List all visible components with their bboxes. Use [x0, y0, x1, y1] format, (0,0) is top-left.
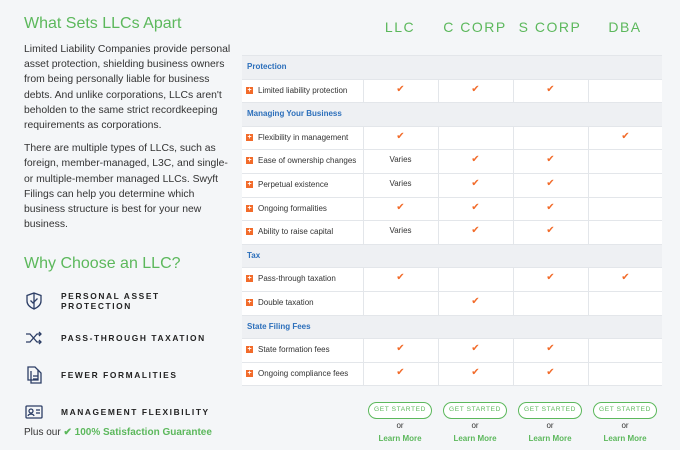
get-started-button-dba[interactable]: GET STARTED — [593, 402, 657, 419]
table-cell — [588, 198, 662, 221]
table-cell — [438, 363, 512, 386]
table-cell — [363, 150, 437, 173]
checkmark-icon: ✔ — [471, 295, 480, 307]
table-cell — [438, 80, 512, 103]
feature-pass-through — [24, 319, 234, 356]
table-row — [242, 173, 662, 197]
table-cell — [363, 174, 437, 197]
comparison-table — [242, 55, 662, 386]
checkmark-icon: ✔ — [471, 83, 480, 95]
table-cell — [438, 339, 512, 362]
checkmark-icon: ✔ — [546, 177, 555, 189]
checkmark-icon: ✔ — [471, 201, 480, 213]
checkmark-icon: ✔ — [546, 272, 555, 284]
checkmark-icon: ✔ — [396, 83, 405, 95]
expand-plus-icon[interactable]: + — [247, 157, 252, 165]
table-cell — [513, 339, 587, 362]
feature-label: PERSONAL ASSET PROTECTION — [61, 290, 160, 311]
row-label-text: Limited liability protection — [258, 85, 348, 95]
table-cell — [363, 363, 437, 386]
table-cell — [588, 150, 662, 173]
table-cell — [588, 363, 662, 386]
section-label: Protection — [247, 62, 287, 71]
shuffle-icon — [24, 328, 44, 348]
checkmark-icon: ✔ — [546, 83, 555, 95]
table-cell — [588, 174, 662, 197]
checkmark-icon: ✔ — [396, 201, 405, 213]
expand-plus-icon[interactable]: + — [247, 204, 252, 212]
row-label — [246, 345, 330, 354]
expand-plus-icon[interactable]: + — [247, 133, 252, 141]
cell-value: Varies — [389, 178, 412, 188]
checkmark-icon: ✔ — [471, 177, 480, 189]
checkmark-icon: ✔ — [621, 130, 630, 142]
row-label-text: Ease of ownership changes — [258, 156, 357, 166]
row-label-text: State formation fees — [258, 345, 330, 355]
row-label-text: Ongoing compliance fees — [258, 368, 349, 378]
checkmark-icon: ✔ — [396, 343, 405, 355]
checkmark-icon: ✔ — [546, 154, 555, 166]
section-heading: What Sets LLCs Apart — [24, 15, 182, 32]
table-cell — [513, 268, 587, 291]
table-cell — [363, 221, 437, 244]
feature-label: MANAGEMENT FLEXIBILITY — [61, 406, 210, 417]
feature-asset-protection — [24, 282, 234, 319]
column-dba: DBA — [608, 19, 642, 35]
expand-plus-icon[interactable]: + — [247, 369, 252, 377]
checkmark-icon: ✔ — [396, 366, 405, 378]
left-panel — [24, 14, 234, 430]
table-cell — [363, 339, 437, 362]
get-started-button-llc[interactable]: GET STARTED — [368, 402, 432, 419]
table-cell — [438, 127, 512, 150]
checkmark-icon: ✔ — [396, 130, 405, 142]
checkmark-icon: ✔ — [396, 272, 405, 284]
column-llc: LLC — [384, 19, 416, 35]
checkmark-icon: ✔ — [471, 343, 480, 355]
row-label — [246, 156, 356, 165]
learn-more-link-llc[interactable]: Learn More — [378, 434, 422, 443]
row-label — [246, 274, 336, 283]
column-s-corp: S CORP — [518, 19, 582, 35]
table-cell — [363, 292, 437, 315]
table-cell — [513, 198, 587, 221]
row-label-text: Perpetual existence — [258, 179, 329, 189]
table-cell — [438, 268, 512, 291]
feature-management-flexibility — [24, 393, 234, 430]
section-label: Tax — [247, 250, 261, 260]
row-label — [246, 86, 347, 95]
or-text: or — [621, 421, 629, 430]
row-label-text: Pass-through taxation — [258, 274, 336, 284]
feature-label: FEWER FORMALITIES — [61, 369, 178, 380]
table-row — [242, 149, 662, 173]
checkmark-icon: ✔ — [471, 366, 480, 378]
table-row — [242, 197, 662, 221]
or-text: or — [471, 421, 479, 430]
table-row — [242, 267, 662, 291]
expand-plus-icon[interactable]: + — [247, 180, 252, 188]
table-cell — [513, 363, 587, 386]
table-cell — [363, 268, 437, 291]
id-card-icon — [24, 402, 44, 422]
dba-actions — [588, 398, 662, 443]
checkmark-icon: ✔ — [546, 201, 555, 213]
section-label: State Filing Fees — [247, 321, 311, 331]
checkmark-icon: ✔ — [471, 225, 480, 237]
guarantee-line — [24, 427, 212, 438]
row-label-text: Ongoing formalities — [258, 203, 327, 213]
checkmark-icon: ✔ — [546, 225, 555, 237]
row-label — [246, 227, 333, 236]
table-row — [242, 338, 662, 362]
intro-paragraph: Limited Liability Companies provide personal asset protection, shielding business owners from being personally liable for business debts. And unlike corporations, LLCs aren't beholden to the same strict recordkeeping requirements as corporations. — [24, 44, 231, 132]
table-cell — [513, 150, 587, 173]
checkmark-icon: ✔ — [621, 272, 630, 284]
table-row — [242, 362, 662, 386]
learn-more-link-c-corp[interactable]: Learn More — [453, 434, 497, 443]
llc-actions — [363, 398, 437, 443]
shield-icon — [24, 291, 44, 311]
table-section-header — [242, 244, 662, 268]
s-corp-actions — [513, 398, 587, 443]
row-label — [246, 298, 314, 307]
table-section-header — [242, 55, 662, 79]
c-corp-actions — [438, 398, 512, 443]
table-cell — [513, 174, 587, 197]
feature-fewer-formalities — [24, 356, 234, 393]
table-cell — [513, 127, 587, 150]
expand-plus-icon[interactable]: + — [247, 228, 252, 236]
table-cell — [513, 80, 587, 103]
feature-label: PASS-THROUGH TAXATION — [61, 332, 206, 343]
row-label-text: Double taxation — [258, 297, 314, 307]
expand-plus-icon[interactable]: + — [247, 346, 252, 354]
table-cell — [438, 292, 512, 315]
checkmark-icon: ✔ — [546, 366, 555, 378]
table-cell — [588, 268, 662, 291]
section-label: Managing Your Business — [247, 109, 342, 119]
checkmark-icon: ✔ — [546, 343, 555, 355]
table-cell — [438, 198, 512, 221]
guarantee-prefix: Plus our — [24, 427, 61, 438]
table-row — [242, 126, 662, 150]
table-row — [242, 291, 662, 315]
expand-plus-icon[interactable]: + — [247, 86, 252, 94]
table-cell — [588, 80, 662, 103]
or-text: or — [546, 421, 554, 430]
row-label — [246, 133, 348, 142]
learn-more-link-dba[interactable]: Learn More — [603, 434, 647, 443]
why-heading: Why Choose an LLC? — [24, 255, 181, 273]
cell-value: Varies — [389, 155, 412, 165]
expand-plus-icon[interactable]: + — [247, 275, 252, 283]
row-label-text: Ability to raise capital — [258, 227, 334, 237]
guarantee-link[interactable]: 100% Satisfaction Guarantee — [74, 427, 212, 438]
table-cell — [438, 150, 512, 173]
column-c-corp: C CORP — [443, 19, 507, 35]
table-cell — [513, 221, 587, 244]
table-cell — [588, 221, 662, 244]
row-label — [246, 180, 328, 189]
cell-value: Varies — [389, 226, 412, 236]
table-cell — [513, 292, 587, 315]
table-cell — [438, 221, 512, 244]
table-cell — [438, 174, 512, 197]
table-cell — [363, 198, 437, 221]
check-circle-icon: ✔ — [63, 427, 72, 438]
comparison-columns — [363, 19, 662, 39]
row-label-text: Flexibility in management — [258, 132, 349, 142]
table-cell — [588, 292, 662, 315]
table-section-header — [242, 315, 662, 339]
checkmark-icon: ✔ — [471, 154, 480, 166]
or-text: or — [396, 421, 404, 430]
documents-icon — [24, 365, 44, 385]
table-row — [242, 79, 662, 103]
table-cell — [588, 339, 662, 362]
table-section-header — [242, 102, 662, 126]
table-row — [242, 220, 662, 244]
table-cell — [363, 80, 437, 103]
row-label — [246, 204, 327, 213]
get-started-button-s-corp[interactable]: GET STARTED — [518, 402, 582, 419]
table-cell — [588, 127, 662, 150]
types-paragraph: There are multiple types of LLCs, such as foreign, member-managed, L3C, and single- or multiple-member managed LLCs. Swyft Filings can help you determine which business structure is best for your new business. — [24, 143, 228, 231]
expand-plus-icon[interactable]: + — [247, 298, 252, 306]
learn-more-link-s-corp[interactable]: Learn More — [528, 434, 572, 443]
get-started-button-c-corp[interactable]: GET STARTED — [443, 402, 507, 419]
row-label — [246, 369, 348, 378]
table-cell — [363, 127, 437, 150]
